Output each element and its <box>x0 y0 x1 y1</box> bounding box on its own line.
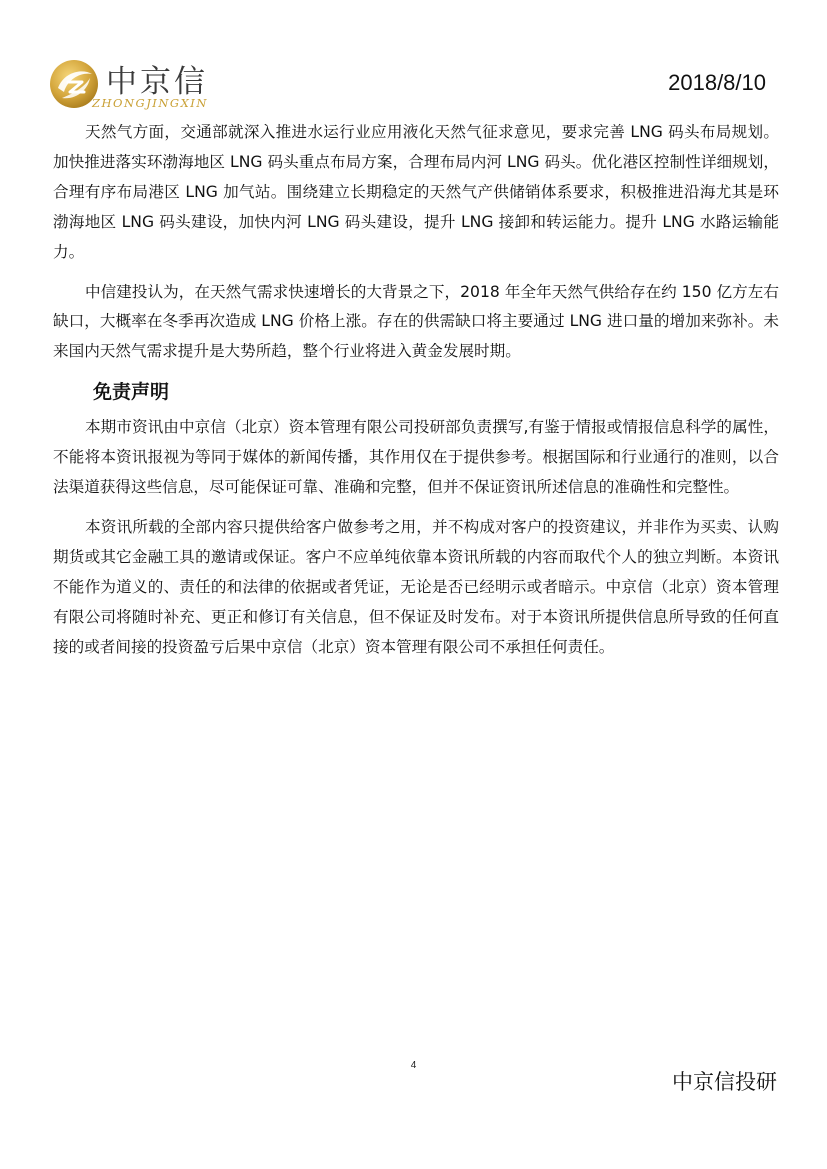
logo-name: 中京信 <box>106 64 208 100</box>
document-body <box>53 118 779 673</box>
page-number: 4 <box>410 1060 417 1071</box>
paragraph-citic-view: 中信建投认为，在天然气需求快速增长的大背景之下，2018 年全年天然气供给存在约 150 亿方左右缺口，大概率在冬季再次造成 LNG 价格上涨。存在的供需缺口将主要通过 LNG 进口量的增加来弥补。未来国内天然气需求提升是大势所趋，整个行业将进入黄金发展时期。 <box>53 282 779 361</box>
page-header <box>48 54 778 116</box>
report-date: 2018/8/10 <box>668 70 766 95</box>
paragraph-disclaimer-1: 本期市资讯由中京信（北京）资本管理有限公司投研部负责撰写,有鉴于情报或情报信息科学的属性，不能将本资讯报视为等同于媒体的新闻传播，其作用仅在于提供参考。根据国际和行业通行的准则，以合法渠道获得这些信息，尽可能保证可靠、准确和完整，但并不保证资讯所述信息的准确性和完整性。 <box>53 418 779 497</box>
footer-brand: 中京信投研 <box>672 1070 777 1094</box>
disclaimer-heading: 免责声明 <box>93 381 170 404</box>
paragraph-disclaimer-2: 本资讯所载的全部内容只提供给客户做参考之用，并不构成对客户的投资建议，并非作为买卖、认购期货或其它金融工具的邀请或保证。客户不应单纯依靠本资讯所载的内容而取代个人的独立判断。本资讯不能作为道义的、责任的和法律的依据或者凭证，无论是否已经明示或者暗示。中京信（北京）资本管理有限公司将随时补充、更正和修订有关信息，但不保证及时发布。对于本资讯所提供信息所导致的任何直接的或者间接的投资盈亏后果中京信（北京）资本管理有限公司不承担任何责任。 <box>53 517 779 656</box>
logo-subtitle: ZHONGJINGXIN <box>92 96 208 110</box>
paragraph-natural-gas: 天然气方面，交通部就深入推进水运行业应用液化天然气征求意见，要求完善 LNG 码头布局规划。加快推进落实环渤海地区 LNG 码头重点布局方案，合理布局内河 LNG 码头。优化港区控制性详细规划，合理有序布局港区 LNG 加气站。围绕建立长期稳定的天然气产供储销体系要求，积极推进沿海尤其是环渤海地区 LNG 码头建设，加快内河 LNG 码头建设，提升 LNG 接卸和转运能力。提升 LNG 水路运输能力。 <box>53 123 779 261</box>
company-logo <box>48 54 238 116</box>
